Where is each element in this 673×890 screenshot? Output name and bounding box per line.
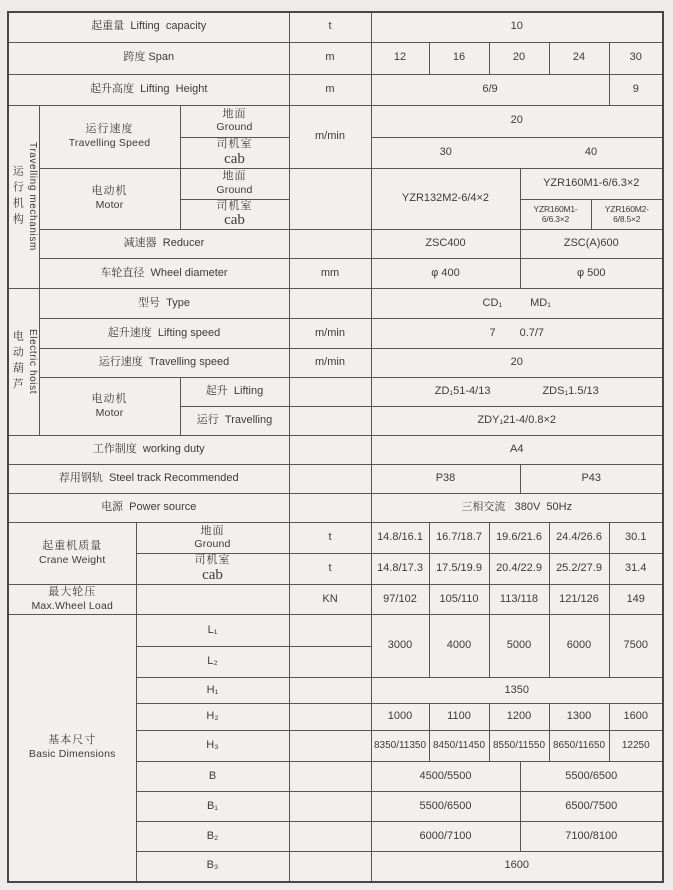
crane-weight-cab-value-4: 31.4 [609, 554, 663, 585]
max-wheel-load-value-3: 121/126 [549, 585, 609, 615]
dim-h2-value-2: 1200 [489, 704, 549, 731]
row-travelling-speed-ground [8, 105, 663, 137]
max-wheel-load-label: 最大轮压 Max.Wheel Load [8, 585, 136, 615]
dim-b-unit-empty [289, 762, 371, 792]
dim-l-value-1: 4000 [429, 615, 489, 678]
row-hoist-travelling-speed [8, 349, 663, 378]
power-source-value: 三相交流 380V 50Hz [371, 494, 663, 523]
hoist-travelling-speed-value: 20 [371, 349, 663, 378]
dim-h3-value-4: 12250 [609, 731, 663, 762]
dim-h2-value-0: 1000 [371, 704, 429, 731]
dim-b1-label: B₁ [136, 792, 289, 822]
row-wheel-diameter [8, 259, 663, 289]
max-wheel-load-value-1: 105/110 [429, 585, 489, 615]
dim-l1-label: L₁ [136, 615, 289, 647]
travelling-speed-label: 运行速度 Travelling Speed [39, 105, 180, 168]
span-value-20: 20 [489, 42, 549, 74]
row-crane-motor-ground [8, 168, 663, 199]
dim-h2-value-1: 1100 [429, 704, 489, 731]
crane-weight-ground-value-3: 24.4/26.6 [549, 523, 609, 554]
travelling-speed-unit: m/min [289, 105, 371, 168]
travelling-speed-cab-value-right: 40 [520, 137, 663, 168]
dim-h3-value-3: 8650/11650 [549, 731, 609, 762]
dim-l-value-4: 7500 [609, 615, 663, 678]
crane-motor-cab-value-left: YZR160M1-6/6.3×2 [520, 199, 591, 230]
dim-h3-value-2: 8550/11550 [489, 731, 549, 762]
span-unit: m [289, 42, 371, 74]
dim-l-value-0: 3000 [371, 615, 429, 678]
row-lifting-capacity [8, 12, 663, 42]
wheel-diameter-value-right: φ 500 [520, 259, 663, 289]
span-value-16: 16 [429, 42, 489, 74]
crane-motor-unit-empty [289, 168, 371, 230]
hoist-lifting-speed-value: 7 0.7/7 [371, 319, 663, 349]
crane-weight-cab-value-3: 25.2/27.9 [549, 554, 609, 585]
row-span [8, 42, 663, 74]
crane-weight-cab-value-1: 17.5/19.9 [429, 554, 489, 585]
lifting-height-label: 起升高度 Lifting Height [8, 74, 289, 105]
row-lifting-height [8, 74, 663, 105]
section-electric-hoist [8, 289, 39, 436]
max-wheel-load-value-0: 97/102 [371, 585, 429, 615]
lifting-height-value-30m: 9 [609, 74, 663, 105]
dim-l2-unit-empty [289, 647, 371, 678]
dim-h2-unit-empty [289, 704, 371, 731]
crane-weight-ground-value-1: 16.7/18.7 [429, 523, 489, 554]
travelling-speed-cab-value-left: 30 [371, 137, 520, 168]
crane-weight-cab-unit: t [289, 554, 371, 585]
dim-h1-unit-empty [289, 678, 371, 704]
lifting-height-value-main: 6/9 [371, 74, 609, 105]
hoist-motor-label: 电动机 Motor [39, 378, 180, 436]
max-wheel-load-unit: KN [289, 585, 371, 615]
crane-motor-cab-label: 司机室 cab [180, 199, 289, 230]
hoist-motor-lifting-unit-empty [289, 378, 371, 407]
power-source-label: 电源 Power source [8, 494, 289, 523]
reducer-value-left: ZSC400 [371, 230, 520, 259]
dim-b-value-right: 5500/6500 [520, 762, 663, 792]
lifting-capacity-value: 10 [371, 12, 663, 42]
dim-h3-label: H₃ [136, 731, 289, 762]
hoist-type-unit-empty [289, 289, 371, 319]
dim-b3-label: B₃ [136, 852, 289, 882]
dim-h2-label: H₂ [136, 704, 289, 731]
dim-b1-unit-empty [289, 792, 371, 822]
dim-b3-value: 1600 [371, 852, 663, 882]
lifting-capacity-label: 起重量 Lifting capacity [8, 12, 289, 42]
dim-l-value-2: 5000 [489, 615, 549, 678]
max-wheel-load-value-4: 149 [609, 585, 663, 615]
row-reducer [8, 230, 663, 259]
steel-track-unit-empty [289, 465, 371, 494]
crane-motor-cab-value-top: YZR160M1-6/6.3×2 [520, 168, 663, 199]
dim-b-label: B [136, 762, 289, 792]
crane-weight-ground-value-2: 19.6/21.6 [489, 523, 549, 554]
reducer-value-right: ZSC(A)600 [520, 230, 663, 259]
section-electric-hoist-en: Electric hoist [26, 329, 38, 395]
working-duty-unit-empty [289, 436, 371, 465]
row-hoist-lifting-speed [8, 319, 663, 349]
hoist-motor-travelling-unit-empty [289, 407, 371, 436]
dim-l-value-3: 6000 [549, 615, 609, 678]
row-dim-l1 [8, 615, 663, 647]
row-hoist-motor-lifting [8, 378, 663, 407]
row-steel-track [8, 465, 663, 494]
dim-h2-value-3: 1300 [549, 704, 609, 731]
dim-l1-unit-empty [289, 615, 371, 647]
max-wheel-load-value-2: 113/118 [489, 585, 549, 615]
dim-h3-value-0: 8350/11350 [371, 731, 429, 762]
span-value-30: 30 [609, 42, 663, 74]
section-travelling-mechanism-zh: 运行机构 [11, 164, 24, 229]
crane-motor-ground-value: YZR132M2-6/4×2 [371, 168, 520, 230]
dim-b1-value-right: 6500/7500 [520, 792, 663, 822]
span-label: 跨度 Span [8, 42, 289, 74]
crane-spec-table [7, 11, 664, 883]
crane-weight-ground-value-4: 30.1 [609, 523, 663, 554]
dim-b1-value-left: 5500/6500 [371, 792, 520, 822]
span-value-12: 12 [371, 42, 429, 74]
lifting-capacity-unit: t [289, 12, 371, 42]
hoist-motor-lifting-label: 起升 Lifting [180, 378, 289, 407]
working-duty-label: 工作制度 working duty [8, 436, 289, 465]
dim-b3-unit-empty [289, 852, 371, 882]
row-hoist-type [8, 289, 663, 319]
reducer-label: 减速器 Reducer [39, 230, 289, 259]
crane-weight-ground-unit: t [289, 523, 371, 554]
dim-b2-unit-empty [289, 822, 371, 852]
power-source-unit-empty [289, 494, 371, 523]
reducer-unit-empty [289, 230, 371, 259]
hoist-type-value: CD₁ MD₁ [371, 289, 663, 319]
crane-weight-cab-value-2: 20.4/22.9 [489, 554, 549, 585]
wheel-diameter-value-left: φ 400 [371, 259, 520, 289]
crane-weight-label: 起重机质量 Crane Weight [8, 523, 136, 585]
section-basic-dimensions: 基本尺寸 Basic Dimensions [8, 615, 136, 882]
row-power-source [8, 494, 663, 523]
dim-h2-value-4: 1600 [609, 704, 663, 731]
steel-track-value-left: P38 [371, 465, 520, 494]
travelling-speed-ground-value: 20 [371, 105, 663, 137]
wheel-diameter-label: 车轮直径 Wheel diameter [39, 259, 289, 289]
section-travelling-mechanism [8, 105, 39, 289]
dim-b2-value-right: 7100/8100 [520, 822, 663, 852]
hoist-motor-lifting-value: ZD₁51-4/13 ZDS₁1.5/13 [371, 378, 663, 407]
hoist-lifting-speed-label: 起升速度 Lifting speed [39, 319, 289, 349]
dim-h1-value: 1350 [371, 678, 663, 704]
crane-motor-cab-value-right: YZR160M2-6/8.5×2 [591, 199, 663, 230]
span-value-24: 24 [549, 42, 609, 74]
dim-h3-unit-empty [289, 731, 371, 762]
lifting-height-unit: m [289, 74, 371, 105]
dim-b2-label: B₂ [136, 822, 289, 852]
section-electric-hoist-zh: 电动葫芦 [11, 330, 24, 394]
hoist-lifting-speed-unit: m/min [289, 319, 371, 349]
dim-l2-label: L₂ [136, 647, 289, 678]
working-duty-value: A4 [371, 436, 663, 465]
steel-track-label: 荐用钢轨 Steel track Recommended [8, 465, 289, 494]
dim-b2-value-left: 6000/7100 [371, 822, 520, 852]
row-working-duty [8, 436, 663, 465]
hoist-type-label: 型号 Type [39, 289, 289, 319]
crane-weight-ground-label: 地面 Ground [136, 523, 289, 554]
crane-motor-ground-label: 地面 Ground [180, 168, 289, 199]
hoist-motor-travelling-label: 运行 Travelling [180, 407, 289, 436]
row-max-wheel-load [8, 585, 663, 615]
dim-h1-label: H₁ [136, 678, 289, 704]
dim-h3-value-1: 8450/11450 [429, 731, 489, 762]
hoist-motor-travelling-value: ZDY₁21-4/0.8×2 [371, 407, 663, 436]
hoist-travelling-speed-label: 运行速度 Travelling speed [39, 349, 289, 378]
crane-weight-cab-value-0: 14.8/17.3 [371, 554, 429, 585]
section-travelling-mechanism-en: Travelling mechanism [26, 142, 38, 252]
dim-b-value-left: 4500/5500 [371, 762, 520, 792]
row-crane-weight-ground [8, 523, 663, 554]
max-wheel-load-sub-empty [136, 585, 289, 615]
crane-weight-cab-label: 司机室 cab [136, 554, 289, 585]
steel-track-value-right: P43 [520, 465, 663, 494]
travelling-speed-cab-label: 司机室 cab [180, 137, 289, 168]
wheel-diameter-unit: mm [289, 259, 371, 289]
crane-weight-ground-value-0: 14.8/16.1 [371, 523, 429, 554]
crane-motor-label: 电动机 Motor [39, 168, 180, 230]
hoist-travelling-speed-unit: m/min [289, 349, 371, 378]
travelling-speed-ground-label: 地面 Ground [180, 105, 289, 137]
